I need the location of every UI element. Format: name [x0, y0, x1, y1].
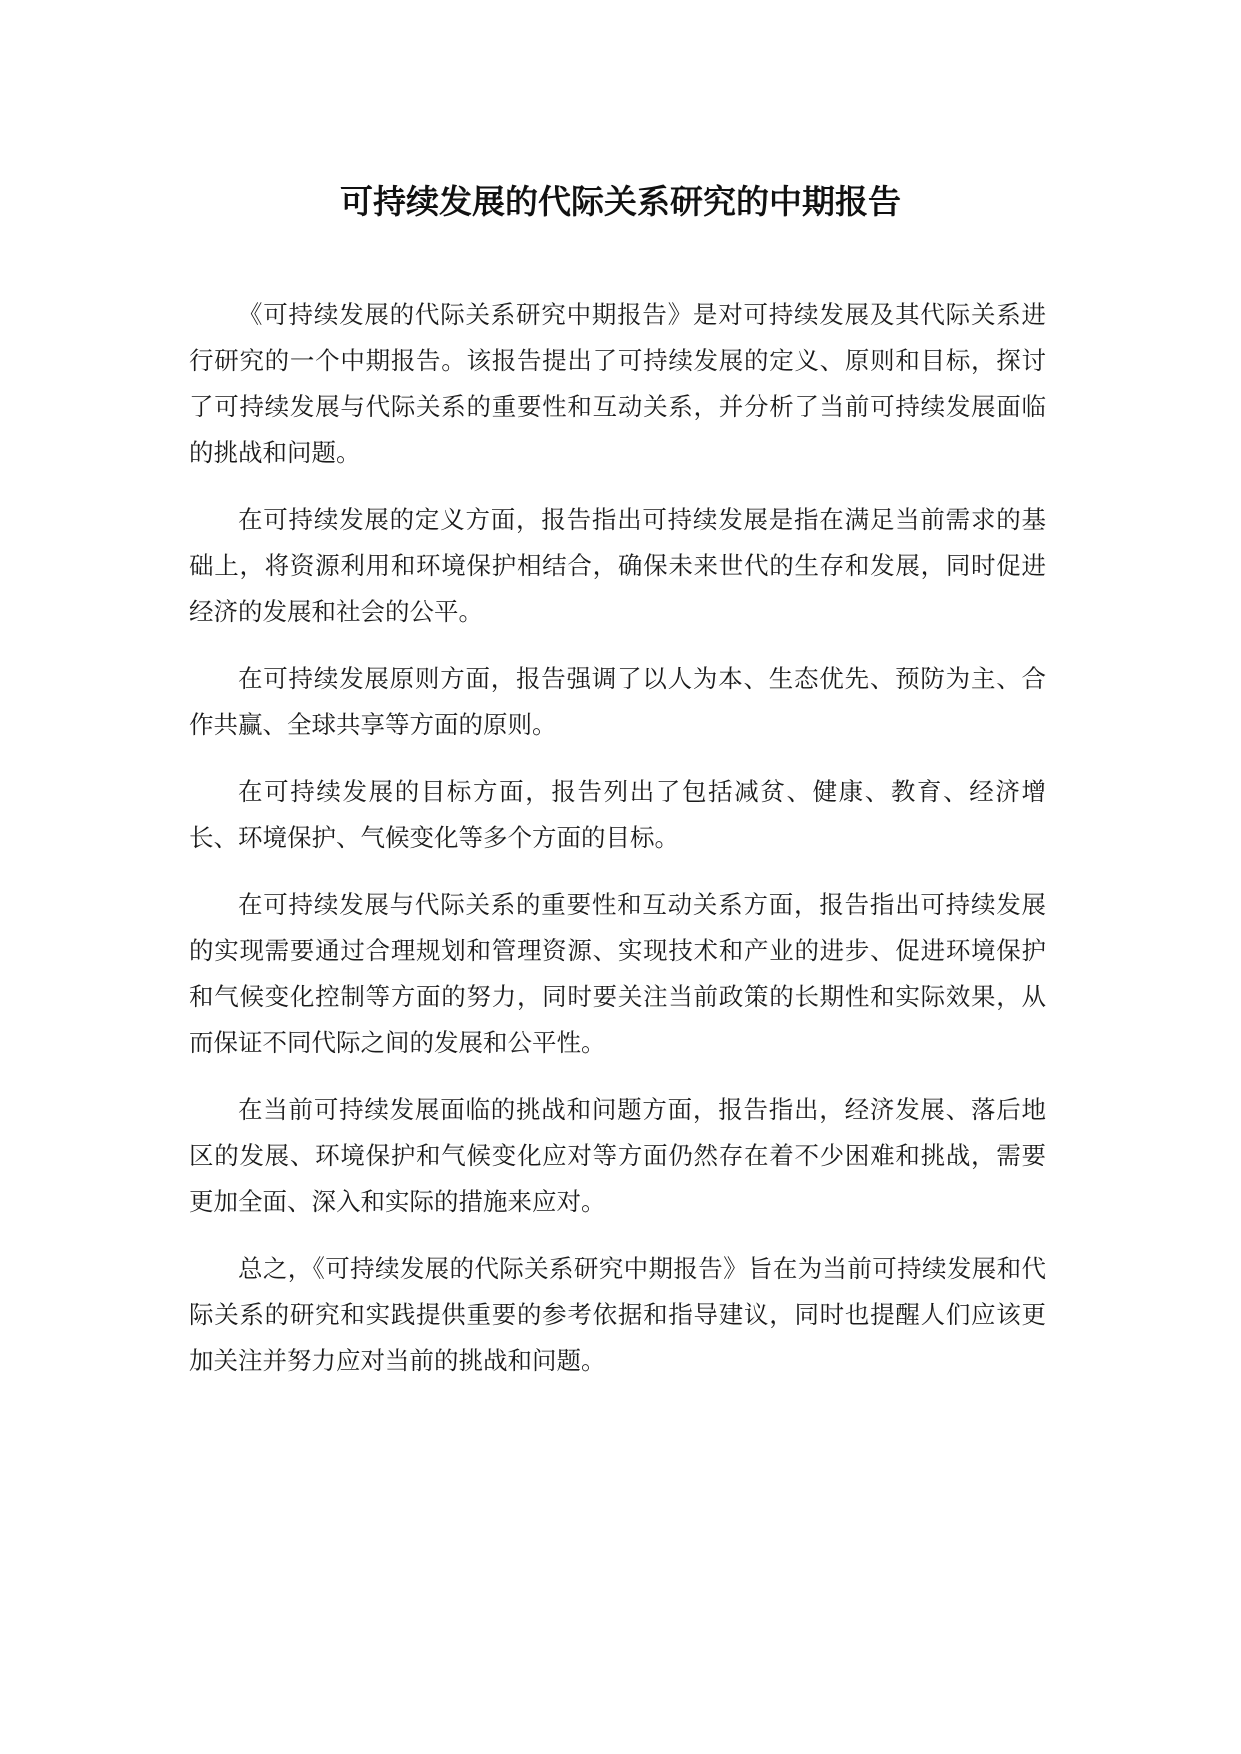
paragraph-conclusion: 总之，《可持续发展的代际关系研究中期报告》旨在为当前可持续发展和代际关系的研究和实践提供重要的参考依据和指导建议，同时也提醒人们应该更加关注并努力应对当前的挑战和问题。 [189, 1254, 1046, 1375]
document-body [189, 292, 1046, 1405]
paragraph-definition: 在可持续发展的定义方面，报告指出可持续发展是指在满足当前需求的基础上，将资源利用和环境保护相结合，确保未来世代的生存和发展，同时促进经济的发展和社会的公平。 [189, 505, 1046, 626]
paragraph-goals: 在可持续发展的目标方面，报告列出了包括减贫、健康、教育、经济增长、环境保护、气候变化等多个方面的目标。 [189, 777, 1046, 852]
paragraph-intro: 《可持续发展的代际关系研究中期报告》是对可持续发展及其代际关系进行研究的一个中期报告。该报告提出了可持续发展的定义、原则和目标，探讨了可持续发展与代际关系的重要性和互动关系，并分析了当前可持续发展面临的挑战和问题。 [189, 300, 1046, 467]
paragraph-challenges: 在当前可持续发展面临的挑战和问题方面，报告指出，经济发展、落后地区的发展、环境保护和气候变化应对等方面仍然存在着不少困难和挑战，需要更加全面、深入和实际的措施来应对。 [189, 1095, 1046, 1216]
paragraph-principles: 在可持续发展原则方面，报告强调了以人为本、生态优先、预防为主、合作共赢、全球共享等方面的原则。 [189, 664, 1046, 739]
document-title: 可持续发展的代际关系研究的中期报告 [340, 182, 901, 221]
paragraph-importance: 在可持续发展与代际关系的重要性和互动关系方面，报告指出可持续发展的实现需要通过合理规划和管理资源、实现技术和产业的进步、促进环境保护和气候变化控制等方面的努力，同时要关注当前政策的长期性和实际效果，从而保证不同代际之间的发展和公平性。 [189, 890, 1046, 1057]
